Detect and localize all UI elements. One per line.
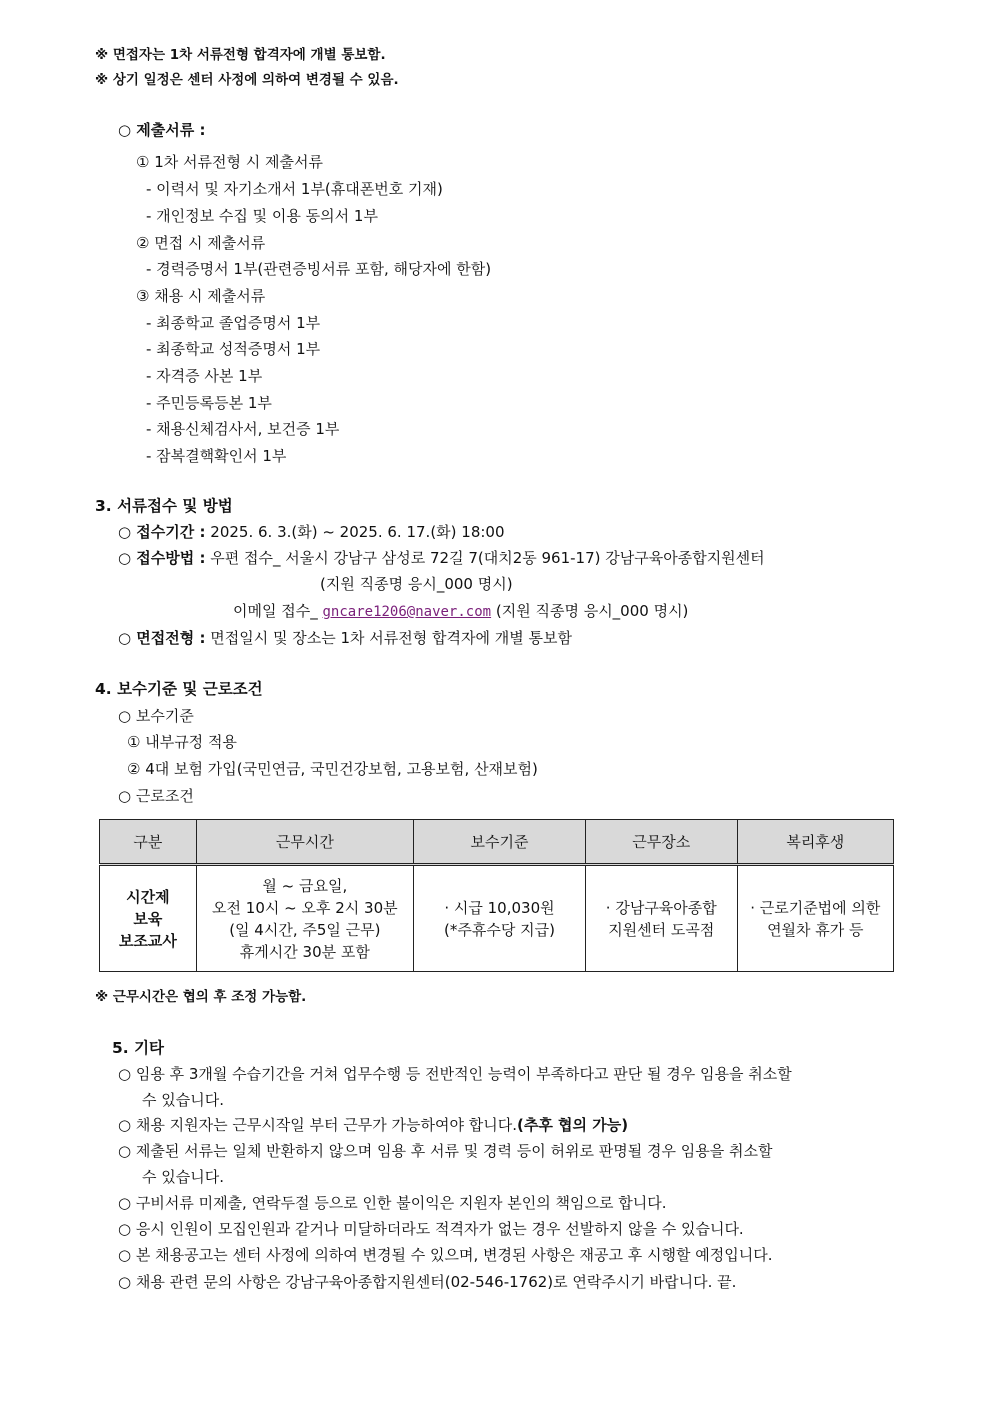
table-header-row [100, 820, 894, 865]
cell-line: 보육 [133, 909, 163, 928]
method-post: 우편 접수_ 서울시 강남구 삼성로 72길 7(대치2동 961-17) 강남구육아종합지원센터 [210, 549, 765, 567]
table-row [100, 865, 894, 972]
doc-line: - 최종학교 성적증명서 1부 [146, 340, 321, 358]
cell-line: (*주휴수당 지급) [444, 920, 555, 939]
etc-item: ○ 본 채용공고는 센터 사정에 의하여 변경될 수 있으며, 변경된 사항은 재공고 후 시행할 예정입니다. [118, 1246, 773, 1264]
etc-item [118, 1115, 628, 1135]
cell-line: · 시급 10,030원 [444, 898, 555, 917]
cell-line: 시간제 [126, 887, 170, 906]
cell-category [100, 865, 197, 972]
email-link[interactable]: gncare1206@naver.com [322, 604, 492, 620]
cell-welfare [737, 865, 893, 972]
interview-label: ○ 면접전형 : [118, 629, 206, 647]
work-conditions-table [99, 819, 894, 972]
cell-pay [414, 865, 586, 972]
etc-item: ○ 제출된 서류는 일체 반환하지 않으며 임용 후 서류 및 경력 등이 허위로 판명될 경우 임용을 취소할 [118, 1142, 773, 1160]
etc-item: ○ 응시 인원이 모집인원과 같거나 미달하더라도 적격자가 없는 경우 선발하지 않을 수 있습니다. [118, 1220, 744, 1238]
period-value: 2025. 6. 3.(화) ~ 2025. 6. 17.(화) 18:00 [210, 523, 505, 541]
interview-value: 면접일시 및 장소는 1차 서류전형 합격자에 개별 통보함 [210, 629, 572, 647]
header-place: 근무장소 [585, 820, 737, 865]
etc-item-bold: (추후 협의 가능) [517, 1116, 629, 1134]
method-email-prefix: 이메일 접수_ [233, 602, 318, 620]
note-schedule: ※ 상기 일정은 센터 사정에 의하여 변경될 수 있음. [95, 72, 399, 88]
documents-heading: ○ 제출서류 : [118, 121, 206, 139]
doc-line: - 개인정보 수집 및 이용 동의서 1부 [146, 207, 378, 225]
cell-line: 오전 10시 ~ 오후 2시 30분 [212, 898, 398, 917]
doc-line: ① 1차 서류전형 시 제출서류 [136, 153, 323, 171]
method-label: ○ 접수방법 : [118, 549, 206, 567]
doc-line: - 경력증명서 1부(관련증빙서류 포함, 해당자에 한함) [146, 260, 492, 278]
etc-item: ○ 임용 후 3개월 수습기간을 거쳐 업무수행 등 전반적인 능력이 부족하다고 판단 될 경우 임용을 취소할 [118, 1065, 792, 1083]
work-heading: ○ 근로조건 [118, 787, 194, 805]
period-row [118, 522, 505, 542]
etc-item-cont: 수 있습니다. [142, 1168, 224, 1186]
doc-line: ② 면접 시 제출서류 [136, 234, 266, 252]
cell-line: (일 4시간, 주5일 근무) [229, 920, 381, 939]
interview-row [118, 628, 572, 648]
doc-line: ③ 채용 시 제출서류 [136, 287, 266, 305]
section5-title: 5. 기타 [112, 1039, 165, 1057]
cell-line: 휴게시간 30분 포함 [239, 942, 370, 961]
doc-line: - 채용신체검사서, 보건증 1부 [146, 420, 340, 438]
method-post-note: (지원 직종명 응시_000 명시) [320, 575, 513, 593]
etc-item: ○ 채용 관련 문의 사항은 강남구육아종합지원센터(02-546-1762)로 연락주시기 바랍니다. 끝. [118, 1273, 737, 1291]
header-pay: 보수기준 [414, 820, 586, 865]
header-hours: 근무시간 [196, 820, 413, 865]
doc-line: - 자격증 사본 1부 [146, 367, 263, 385]
pay-item: ② 4대 보험 가입(국민연금, 국민건강보험, 고용보험, 산재보험) [127, 760, 538, 778]
etc-item: ○ 구비서류 미제출, 연락두절 등으로 인한 불이익은 지원자 본인의 책임으로 합니다. [118, 1194, 667, 1212]
etc-item-cont: 수 있습니다. [142, 1091, 224, 1109]
cell-line: 월 ~ 금요일, [262, 876, 348, 895]
section4-title: 4. 보수기준 및 근로조건 [95, 680, 263, 698]
cell-line: 지원센터 도곡점 [608, 920, 715, 939]
cell-line: · 근로기준법에 의한 [750, 898, 881, 917]
method-email-note: (지원 직종명 응시_000 명시) [495, 602, 689, 620]
period-label: ○ 접수기간 : [118, 523, 206, 541]
etc-item-text: ○ 채용 지원자는 근무시작일 부터 근무가 가능하여야 합니다. [118, 1116, 517, 1134]
pay-item: ① 내부규정 적용 [127, 733, 237, 751]
work-hours-note: ※ 근무시간은 협의 후 조정 가능함. [95, 989, 307, 1005]
method-row [118, 548, 765, 568]
cell-line: 연월차 휴가 등 [767, 920, 864, 939]
pay-heading: ○ 보수기준 [118, 707, 194, 725]
note-interview: ※ 면접자는 1차 서류전형 합격자에 개별 통보함. [95, 47, 386, 63]
cell-place [585, 865, 737, 972]
doc-line: - 잠복결핵확인서 1부 [146, 447, 287, 465]
cell-line: · 강남구육아종합 [605, 898, 717, 917]
cell-line: 보조교사 [118, 931, 177, 950]
method-email-row [233, 601, 688, 622]
cell-hours [196, 865, 413, 972]
header-category: 구분 [100, 820, 197, 865]
header-welfare: 복리후생 [737, 820, 893, 865]
doc-line: - 주민등록등본 1부 [146, 394, 272, 412]
section3-title: 3. 서류접수 및 방법 [95, 497, 233, 515]
doc-line: - 이력서 및 자기소개서 1부(휴대폰번호 기재) [146, 180, 443, 198]
doc-line: - 최종학교 졸업증명서 1부 [146, 314, 321, 332]
